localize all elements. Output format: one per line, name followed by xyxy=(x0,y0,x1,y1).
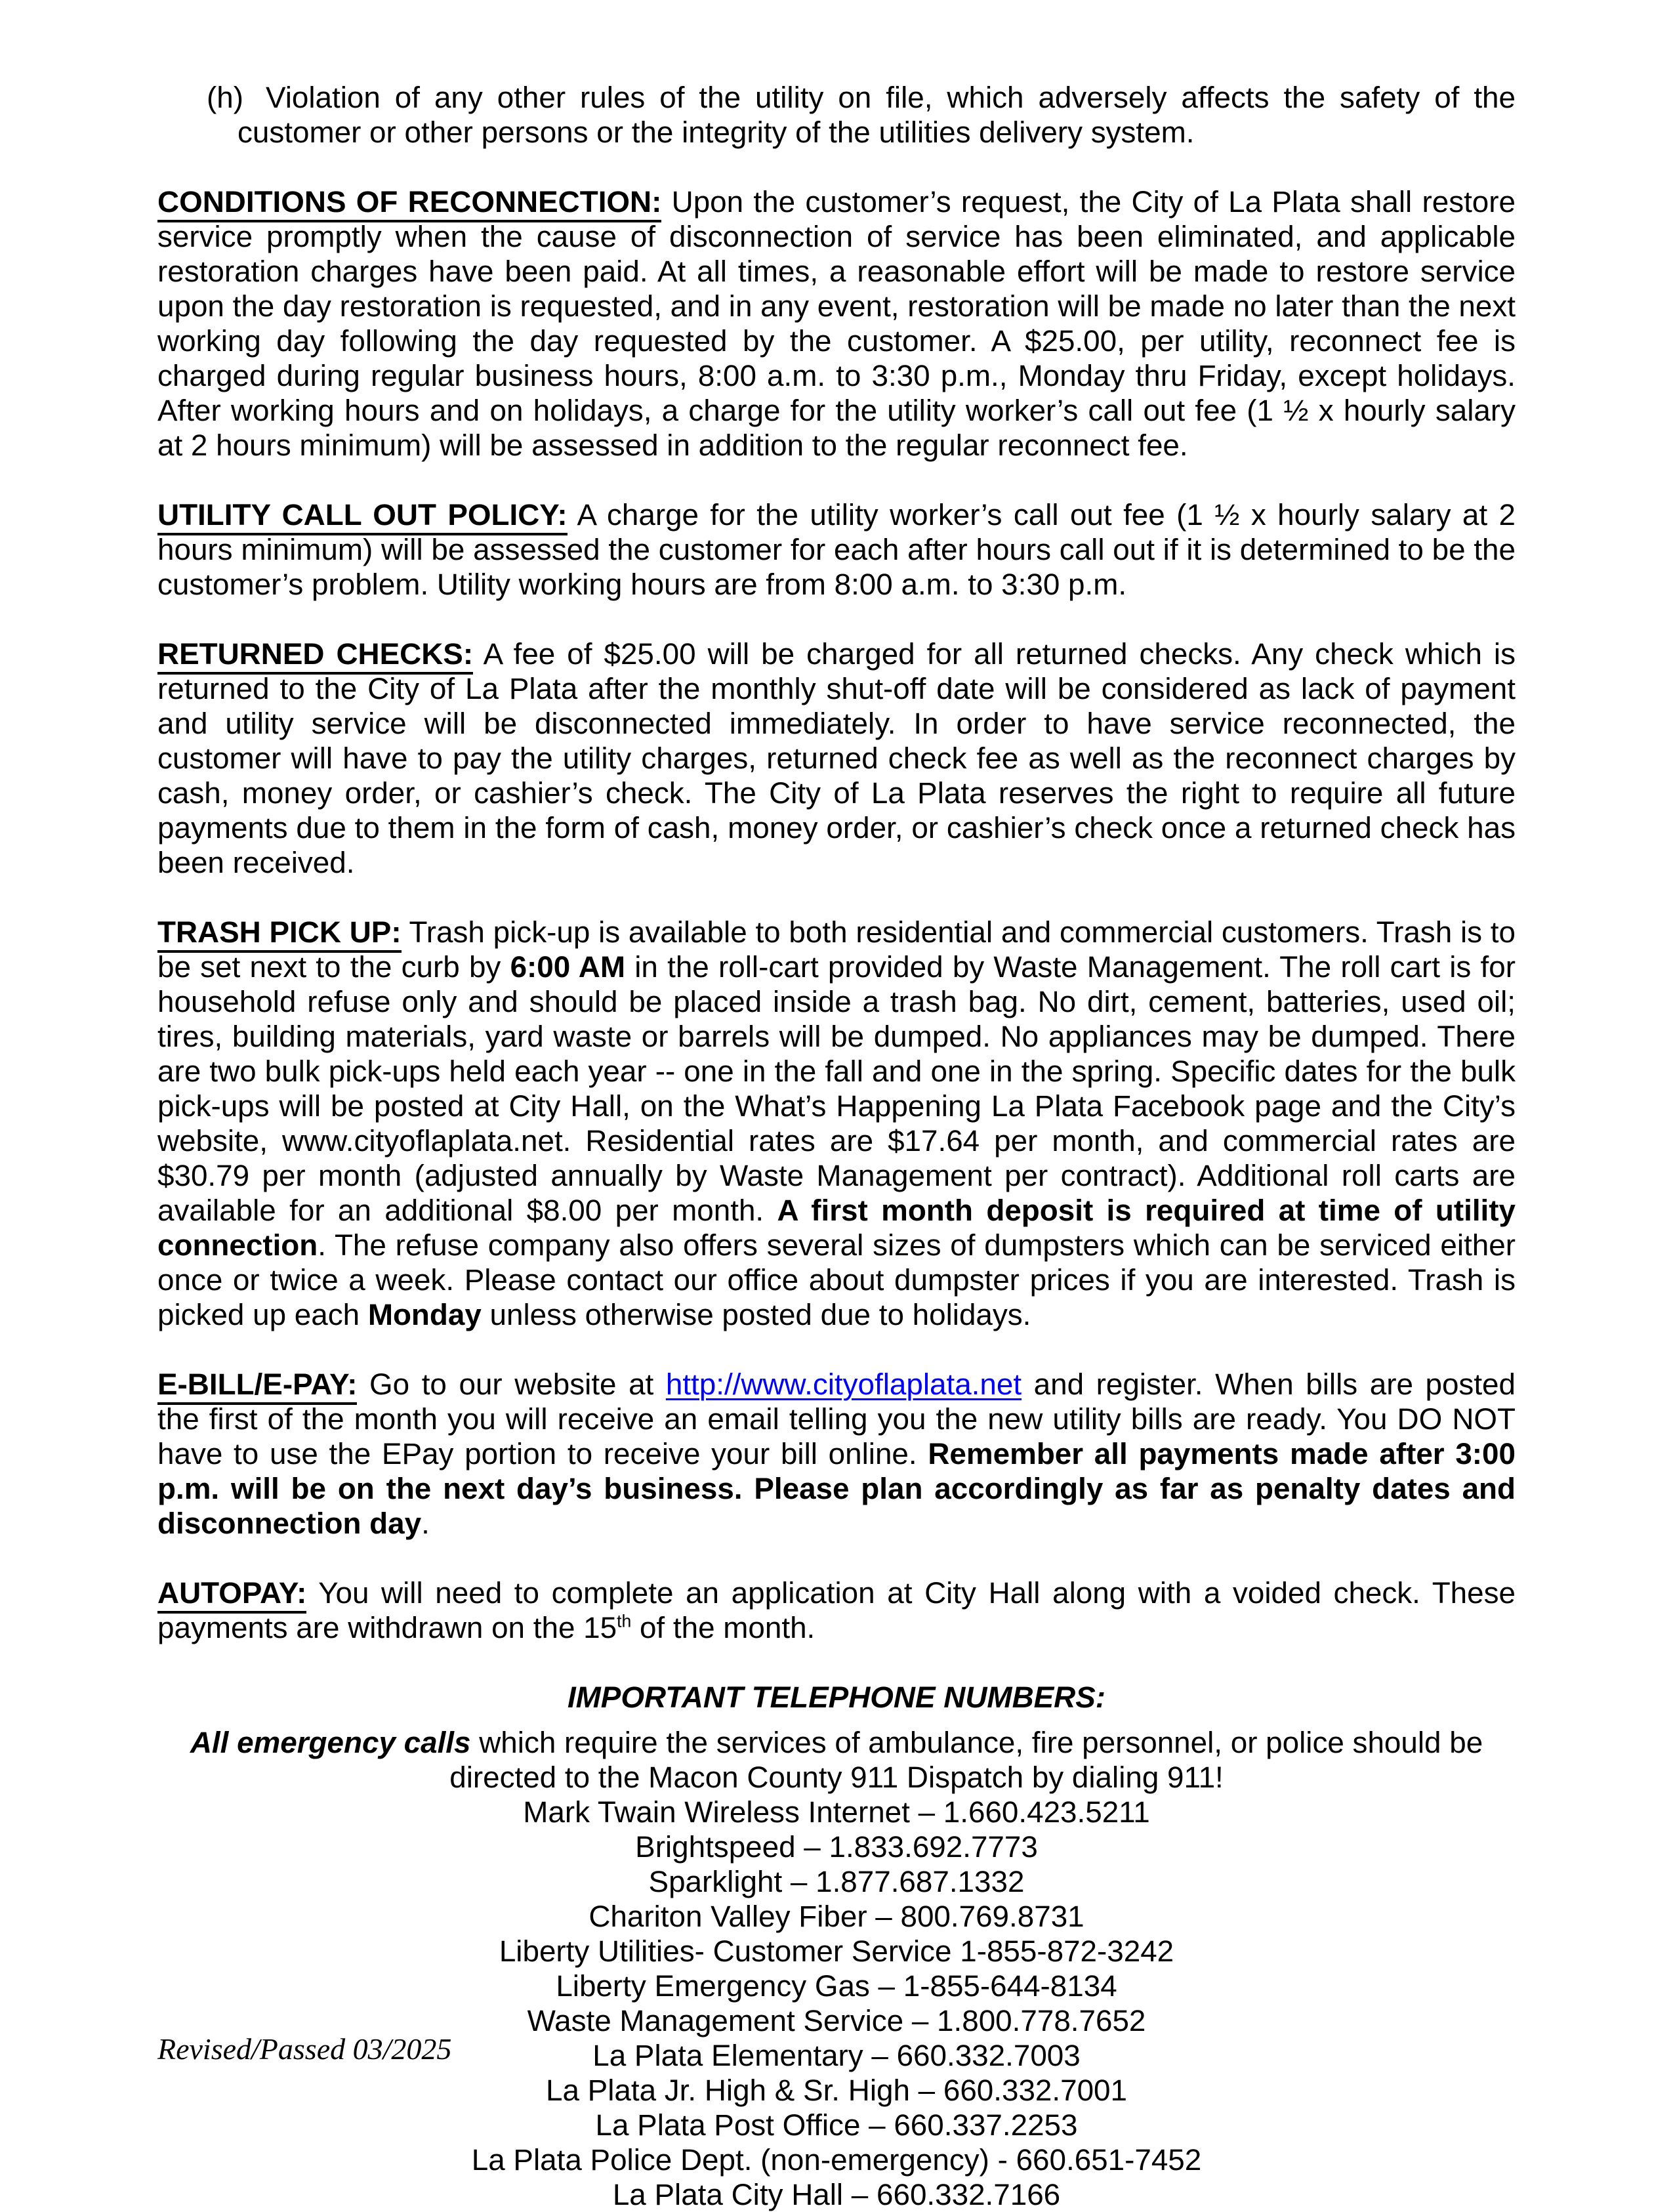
text-run: of the month. xyxy=(631,1611,816,1644)
text-run: A fee of $25.00 will be charged for all returned checks. Any check which is returned to the City of La Plata after the monthly shut-off date will be considered as lack of payment and utility service will be disconnected immediately. In order to have service reconnected, the customer will have to pay the utility charges, returned check fee as well as the reconnect charges by cash, money order, or cashier’s check. The City of La Plata reserves the right to require all future payments due to them in the form of cash, money order, or cashier’s check once a returned check has been received. xyxy=(157,637,1516,879)
text-run: All emergency calls xyxy=(190,1726,471,1759)
phone-line-post-office: La Plata Post Office – 660.337.2253 xyxy=(595,2108,1078,2142)
section-heading-call-out: UTILITY CALL OUT POLICY: xyxy=(157,498,568,535)
text-run: and register. When bills are posted the first of the month you will receive an email telling you the new utility bills are ready. You DO NOT have to use the EPay portion to receive your bill online. xyxy=(157,1367,1516,1471)
phone-line-liberty-emergency-gas: Liberty Emergency Gas – 1-855-644-8134 xyxy=(556,1969,1117,2003)
text-run: directed to the Macon County 911 Dispatch by dialing 911! xyxy=(449,1761,1224,1794)
list-item-h xyxy=(157,80,1516,150)
text-run: Monday xyxy=(367,1298,482,1331)
section-heading-autopay: AUTOPAY: xyxy=(157,1576,306,1614)
list-item-text xyxy=(238,81,1516,149)
section-utility-call-out-policy xyxy=(157,497,1516,602)
text-run: which require the services of ambulance, fire personnel, or police should be xyxy=(470,1726,1483,1759)
text-run: Remember all payments made after 3:00 p.m. will be on the next day’s business. Please plan accordingly as far as penalty dates and disconnection day xyxy=(157,1437,1516,1540)
phone-line-brightspeed: Brightspeed – 1.833.692.7773 xyxy=(635,1830,1038,1864)
phone-line-liberty-customer-service: Liberty Utilities- Customer Service 1-855-872-3242 xyxy=(499,1934,1174,1968)
text-run: A first month deposit is required at time of utility connection xyxy=(157,1194,1516,1262)
phone-line-police-dept: La Plata Police Dept. (non-emergency) - 660.651-7452 xyxy=(471,2143,1202,2177)
section-body-returned-checks xyxy=(157,637,1516,879)
list-item-label: (h) xyxy=(207,81,243,114)
phone-line-elementary: La Plata Elementary – 660.332.7003 xyxy=(592,2039,1081,2072)
section-returned-checks xyxy=(157,636,1516,880)
section-conditions-of-reconnection xyxy=(157,184,1516,463)
section-heading-trash: TRASH PICK UP: xyxy=(157,915,402,953)
phone-line-city-hall: La Plata City Hall – 660.332.7166 xyxy=(612,2178,1061,2211)
section-body-trash xyxy=(157,915,1516,1331)
text-run: . The refuse company also offers several sizes of dumpsters which can be serviced either once or twice a week. Please contact our office about dumpster prices if you are interested. Trash is picked up each xyxy=(157,1228,1516,1331)
text-run: unless otherwise posted due to holidays. xyxy=(481,1298,1031,1331)
text-run: Go to our website at xyxy=(357,1367,666,1401)
text-run: 6:00 AM xyxy=(510,950,625,984)
emergency-calls-intro xyxy=(157,1725,1516,1795)
phone-line-chariton-valley: Chariton Valley Fiber – 800.769.8731 xyxy=(589,1900,1084,1933)
text-run: . xyxy=(421,1507,430,1540)
section-heading-ebill: E-BILL/E-PAY: xyxy=(157,1367,357,1405)
section-heading-returned-checks: RETURNED CHECKS: xyxy=(157,637,473,675)
phone-line-jr-sr-high: La Plata Jr. High & Sr. High – 660.332.7001 xyxy=(546,2074,1127,2107)
phone-line-waste-management: Waste Management Service – 1.800.778.7652 xyxy=(527,2004,1146,2037)
text-run: You will need to complete an application at City Hall along with a voided check. These payments are withdrawn on the 15 xyxy=(157,1576,1516,1644)
phone-line-mark-twain: Mark Twain Wireless Internet – 1.660.423.5211 xyxy=(523,1795,1150,1829)
section-ebill-epay xyxy=(157,1367,1516,1541)
text-run: Upon the customer’s request, the City of La Plata shall restore service promptly when the cause of disconnection of service has been eliminated, and applicable restoration charges have been paid. At all times, a reasonable effort will be made to restore service upon the day restoration is requested, and in any event, restoration will be made no later than the next working day following the day requested by the customer. A $25.00, per utility, reconnect fee is charged during regular business hours, 8:00 a.m. to 3:30 p.m., Monday thru Friday, except holidays. After working hours and on holidays, a charge for the utility worker’s call out fee (1 ½ x hourly salary at 2 hours minimum) will be assessed in addition to the regular reconnect fee. xyxy=(157,185,1516,462)
section-body-autopay xyxy=(157,1576,1516,1644)
text-run: Violation of any other rules of the utility on file, which adversely affects the safety of the customer or other persons or the integrity of the utilities delivery system. xyxy=(238,81,1516,149)
superscript-text: th xyxy=(617,1611,632,1631)
phone-line-sparklight: Sparklight – 1.877.687.1332 xyxy=(648,1865,1025,1898)
telephone-numbers-heading: IMPORTANT TELEPHONE NUMBERS: xyxy=(567,1680,1106,1714)
text-run: in the roll-cart provided by Waste Management. The roll cart is for household refuse only and should be placed inside a trash bag. No dirt, cement, batteries, used oil; tires, building materials, yard waste or barrels will be dumped. No appliances may be dumped. There are two bulk pick-ups held each year -- one in the fall and one in the spring. Specific dates for the bulk pick-ups will be posted at City Hall, on the What’s Happening La Plata Facebook page and the City’s website, www.cityoflaplata.net. Residential rates are $17.64 per month, and commercial rates are $30.79 per month (adjusted annually by Waste Management per contract). Additional roll carts are available for an additional $8.00 per month. xyxy=(157,950,1516,1227)
text-run: A charge for the utility worker’s call out fee (1 ½ x hourly salary at 2 hours minimum) will be assessed the customer for each after hours call out if it is determined to be the customer’s problem. Utility working hours are from 8:00 a.m. to 3:30 p.m. xyxy=(157,498,1516,601)
section-autopay xyxy=(157,1576,1516,1645)
section-heading-conditions: CONDITIONS OF RECONNECTION: xyxy=(157,185,661,222)
section-body-conditions xyxy=(157,185,1516,462)
section-trash-pick-up xyxy=(157,915,1516,1332)
section-body-ebill xyxy=(157,1367,1516,1540)
text-run: Trash pick-up is available to both residential and commercial customers. Trash is to be set next to the curb by xyxy=(157,915,1516,984)
revision-footer: Revised/Passed 03/2025 xyxy=(157,2032,452,2066)
website-link[interactable]: http://www.cityoflaplata.net xyxy=(665,1367,1022,1401)
